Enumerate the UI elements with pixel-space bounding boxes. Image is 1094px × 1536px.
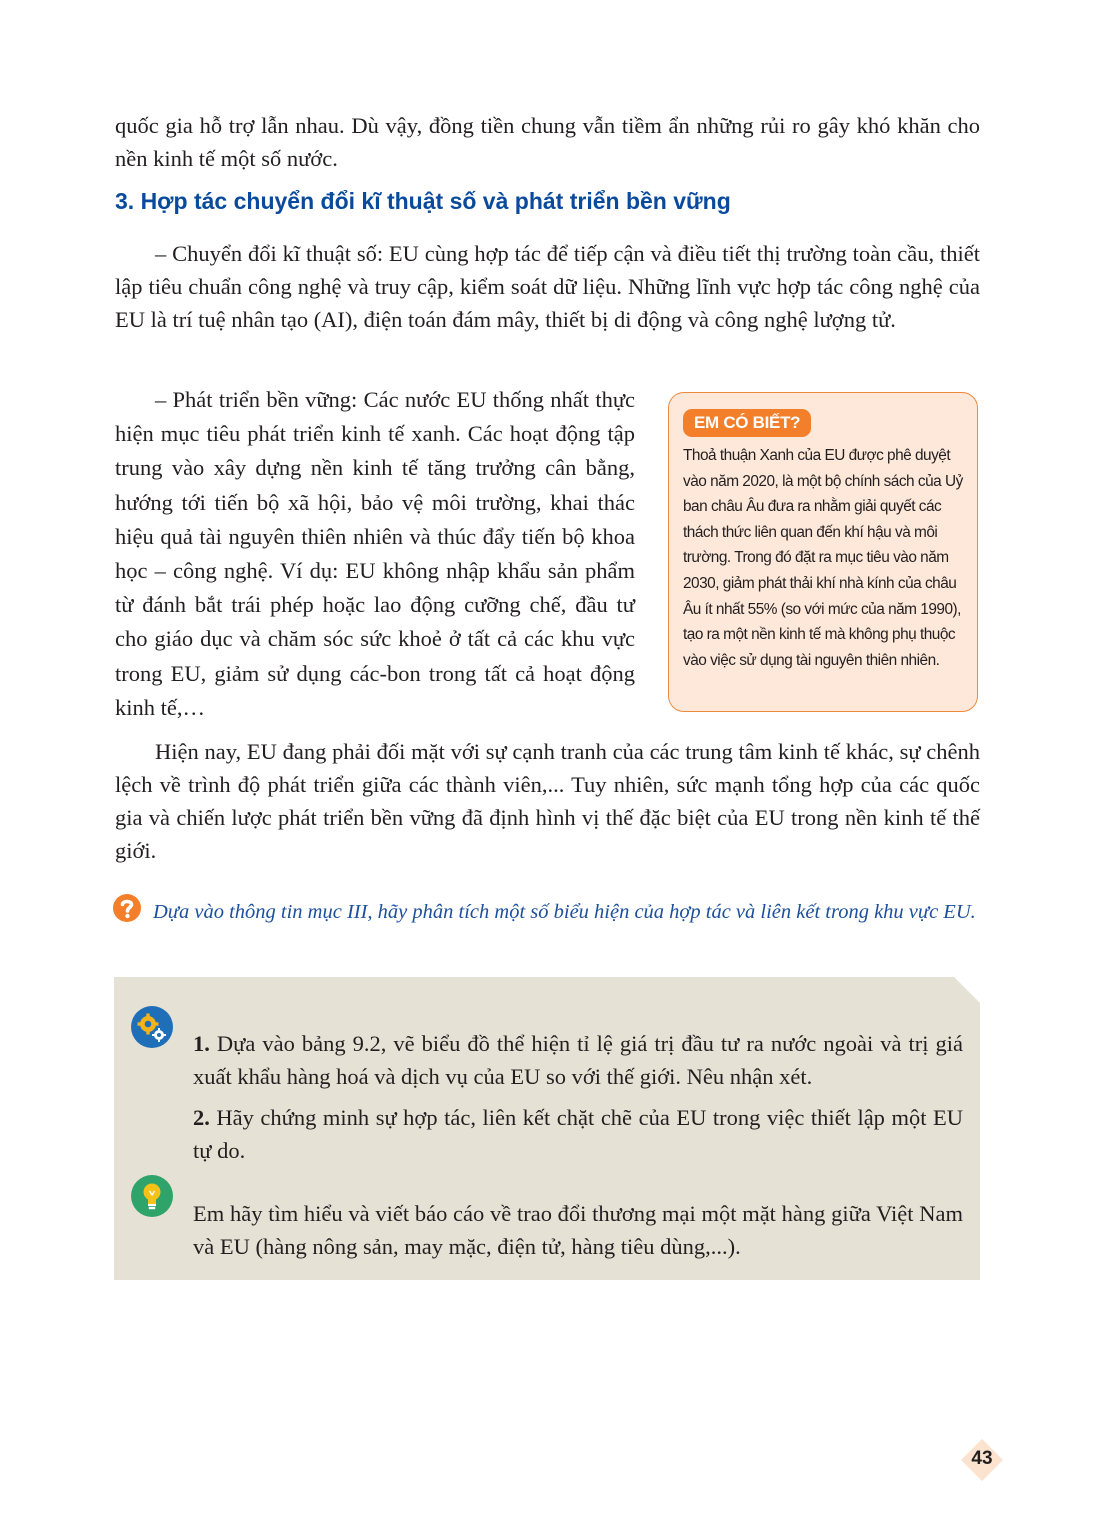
sustainable-development-paragraph: – Phát triển bền vững: Các nước EU thống nhất thực hiện mục tiêu phát triển kinh tế xanh. Các hoạt động tập trung vào xây dựng nền kinh tế tăng trưởng cân bằng, hướng tới tiến bộ xã hội, bảo vệ môi trường, khai thác hiệu quả tài nguyên thiên nhiên và thúc đẩy tiến bộ khoa học – công nghệ. Ví dụ: EU không nhập khẩu sản phẩm từ đánh bắt trái phép hoặc lao động cưỡng chế, đầu tư cho giáo dục và chăm sóc sức khoẻ ở tất cả các khu vực trong EU, giảm sử dụng các-bon trong tất cả hoạt động kinh tế,… — [115, 387, 635, 720]
gears-icon — [130, 1005, 174, 1049]
section-heading: 3. Hợp tác chuyển đổi kĩ thuật số và phát triển bền vững — [115, 188, 731, 214]
practice-item-2-number: 2. — [193, 1105, 210, 1130]
practice-item-2-text: Hãy chứng minh sự hợp tác, liên kết chặt chẽ của EU trong việc thiết lập một EU tự do. — [193, 1105, 963, 1163]
question-icon — [112, 893, 142, 923]
did-you-know-box — [668, 392, 978, 712]
application-text: Em hãy tìm hiểu và viết báo cáo về trao đổi thương mại một mặt hàng giữa Việt Nam và EU (hàng nông sản, may mặc, điện tử, hàng tiêu dùng,...). — [193, 1201, 963, 1259]
page-number: 43 — [971, 1448, 993, 1469]
did-you-know-text: Thoả thuận Xanh của EU được phê duyệt vào năm 2020, là một bộ chính sách của Uỷ ban châu Âu đưa ra nhằm giải quyết các thách thức liên quan đến khí hậu và môi trường. Trong đó đặt ra mục tiêu vào năm 2030, giảm phát thải khí nhà kính của châu Âu ít nhất 55% (so với mức của năm 1990), tạo ra một nền kinh tế mà không phụ thuộc vào việc sử dụng tài nguyên thiên nhiên. — [683, 447, 963, 669]
practice-item-1 — [193, 1027, 963, 1093]
practice-item-2 — [193, 1101, 963, 1167]
practice-item-1-number: 1. — [193, 1031, 210, 1056]
lightbulb-icon — [130, 1174, 174, 1218]
digital-transformation-paragraph: – Chuyển đổi kĩ thuật số: EU cùng hợp tác để tiếp cận và điều tiết thị trường toàn cầu, thiết lập tiêu chuẩn công nghệ và truy cập, kiểm soát dữ liệu. Những lĩnh vực hợp tác công nghệ của EU là trí tuệ nhân tạo (AI), điện toán đám mây, thiết bị di động và công nghệ lượng tử. — [115, 241, 980, 332]
did-you-know-badge: EM CÓ BIẾT? — [683, 409, 811, 437]
question-text: Dựa vào thông tin mục III, hãy phân tích một số biểu hiện của hợp tác và liên kết trong khu vực EU. — [153, 901, 976, 923]
intro-paragraph: quốc gia hỗ trợ lẫn nhau. Dù vậy, đồng tiền chung vẫn tiềm ẩn những rủi ro gây khó khăn cho nền kinh tế một số nước. — [115, 113, 980, 171]
practice-item-1-text: Dựa vào bảng 9.2, vẽ biểu đồ thể hiện tỉ lệ giá trị đầu tư ra nước ngoài và trị giá xuất khẩu hàng hoá và dịch vụ của EU so với thế giới. Nêu nhận xét. — [193, 1031, 963, 1089]
current-situation-paragraph: Hiện nay, EU đang phải đối mặt với sự cạnh tranh của các trung tâm kinh tế khác, sự chênh lệch về trình độ phát triển giữa các thành viên,... Tuy nhiên, sức mạnh tổng hợp của các quốc gia và chiến lược phát triển bền vững đã định hình vị thế đặc biệt của EU trong nền kinh tế thế giới. — [115, 739, 980, 863]
